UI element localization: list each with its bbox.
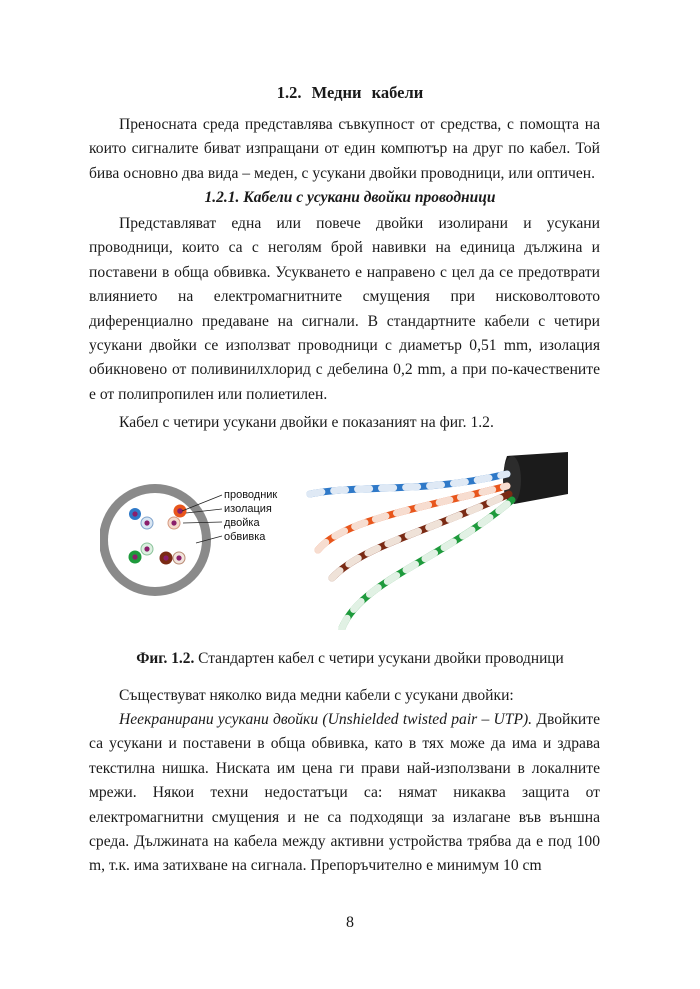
utp-text: Двойките са усукани и поставени в обща обвивка, като в тях може да има и здрава текстилна нишка. Ниската им цена ги прави най-използвани в локалните мрежи. Някои техни недостатъци са: нямат никаква защита от електромагнитни смущения и не са подходящи за излагане във външна среда. Дължината на кабела между активни устройства трябва да е под 100 m, т.к. има затихване на сигнала. Препоръчително е минимум 10 cm [89, 711, 601, 875]
cable-photo-illustration [302, 450, 570, 630]
orange-twisted-pair [318, 486, 507, 550]
label-conductor: проводник [224, 489, 278, 501]
label-pair: двойка [224, 517, 260, 529]
intro-paragraph: Преносната среда представлява съвкупност от средства, с помощта на които сигналите биват изпращани от един компютър на друг по кабел. Той бива основно два вида – меден, с усукани двойки проводници, или оптичен. [89, 116, 600, 182]
figure-reference-paragraph: Кабел с четири усукани двойки е показаният на фиг. 1.2. [119, 414, 494, 431]
caption-label: Фиг. 1.2. [136, 650, 195, 667]
label-jacket: обвивка [224, 531, 266, 543]
utp-term: Неекранирани усукани двойки (Unshielded twisted pair – UTP). [119, 711, 533, 728]
types-intro-paragraph: Съществуват няколко вида медни кабели с усукани двойки: [119, 687, 514, 704]
section-heading: 1.2. Медни кабели [276, 83, 424, 102]
page-number: 8 [346, 914, 354, 931]
figure-caption [0, 647, 700, 671]
twisted-pair-paragraph: Представляват една или повече двойки изолирани и усукани проводници, които са с неголям брой навивки на единица дължина и поставени в обща обвивка. Усукването е направено с цел да се предотврати влиянието на електромагнитните смущения при нисковолтовото диференциално предаване на сигнали. В стандартните кабели с четири усукани двойки се използват проводници с диаметър 0,51 mm, изолация обикновено от поливинилхлорид с дебелина 0,2 mm, а при по-качествените е от полипропилен или полиетилен. [89, 215, 600, 403]
jacket-inner [108, 493, 202, 587]
utp-paragraph [89, 708, 600, 879]
cable-cross-section-diagram [100, 465, 300, 615]
subsection-heading: 1.2.1. Кабели с усукани двойки проводници [204, 189, 496, 206]
label-insulation: изолация [224, 503, 272, 515]
caption-text: Стандартен кабел с четири усукани двойки проводници [194, 650, 564, 667]
